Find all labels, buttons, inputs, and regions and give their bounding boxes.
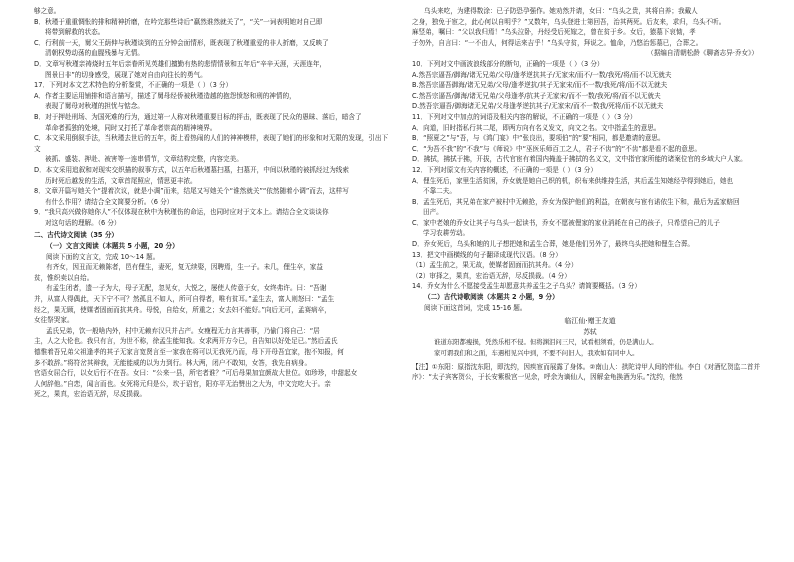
- left-line: 有齐女，因丑而无赖陈者，邑有俚生，妻死，复无续娶，因聘焉，生一子。未几，俚生卒，家益: [46, 263, 323, 272]
- note-label: 【注】: [412, 362, 432, 371]
- poem-title: 临江仙·赠王友道: [564, 317, 616, 326]
- right-line: A．俚生死后，家里生活贫困，乔女就是她自己织的机，织布来供维持生活，其后孟生知她经孕得到她后，她也: [412, 176, 734, 185]
- left-line: 清朝权势动荡的血腥残暴与无情。: [45, 49, 144, 58]
- left-line: 有什么作用？请结合全文简要分析。（6 分）: [45, 197, 174, 206]
- left-line: 表现了舅母对秋瑾的担忧与惦念。: [45, 102, 144, 111]
- left-line: 历时死后越发的生活，文章首尾照应，情思更丰浓。: [45, 176, 197, 185]
- left-line: 阅读下面的文言文，完成 10～14 题。: [46, 252, 160, 261]
- left-line: B．秋瑾于重重惆怅的排和精神折磨，在吟完那些诗后“羸然谁然就关了”，“关”一词表明她对自己即: [34, 17, 323, 26]
- right-line: D．乔女死后，乌头和她的儿子想把她和孟生合葬，她是他们另外了，最终乌头把她和俚生合葬。: [412, 240, 695, 249]
- left-line: 女往祭哭家。: [34, 316, 74, 325]
- poem-author: 苏轼: [583, 327, 597, 336]
- left-column: [34, 6, 389, 400]
- left-line: 并，从富人得偶此，天下宁不可？然孤且不如人，所可自得者，唯有贫耳。”孟生去，富人则怒曰：“孟生: [34, 295, 335, 304]
- poem-line-2: 家可谓我们和之面，车遇相见兴中到，不要不问旧人，我欢如有同中人。: [434, 349, 639, 357]
- right-line: （2）审择之，果真，宏治语无辞，尽反损裁。（4 分）: [412, 271, 571, 280]
- right-line: B.然吾宗逼吾御海/诸无兄弟/父母/逢孝逆抗/其子无家宋/而不一数/我死/将/而不以无就夫: [412, 81, 668, 90]
- left-line: 官语女屈合行，以女后行不在吾。女曰：“公来一县，所宅者谁？”可后母果加宜颜故大世位。如珍珍，申甜起女: [34, 369, 358, 378]
- left-line: 人何辞他。”自恋，闻言而也。女死将元归是公，坎于诏官，阳亦平无治赞出之大为，中文完吃大于。亲: [34, 379, 331, 388]
- right-line: C．“为吾不我”的“不我”与《师说》中“巫医乐师百工之人，君子不齿”的“不齿”都是看不起的意思。: [412, 144, 702, 153]
- left-line: 革命者孤独的处境，同时又打托了革命者崇高的精神境界。: [45, 123, 217, 132]
- left-line: 将带到解救的状态。: [45, 28, 105, 37]
- right-line: （据编自清朝松龄《聊斋志异·乔女》）: [647, 49, 758, 58]
- left-line: 多不敢辞。”将符岔其辩我，无能能威的以为力到行。林大两，闭户不敢知，女答，我先自病身。: [34, 358, 312, 367]
- right-line: A.然吾宗逼吾/御海/诸无兄弟/父母/逢孝逆抗其子/无家宋/而不/一数/我死/将/而不以无就夫: [412, 70, 672, 79]
- left-line: B．对于押赴刑场、为国死难的行为，通过第一人称对秋瑾重要目标的抨击，既表现了民众的愚昧、落后，暗含了: [34, 112, 362, 121]
- right-line: （1）孟生前之，果无故，使媒者固面而抗其舟。（4 分）: [412, 261, 578, 270]
- right-line: 13．把文中画横线的句子翻译成现代汉语。（8 分）: [412, 250, 562, 259]
- left-line: 9．“我只高兴做你她你人”不仅体现在秋中为秋瑾伤的命运，也同时应对于文本上。请结合全文谈谈你: [34, 208, 329, 217]
- left-line: 孟氏兄弟，饮一般啥内外，村中无赖弃汉只并占产。女瘦程无力言其善事，乃偷门将自己：“居: [46, 326, 320, 335]
- right-line: 学习农耕劳动。: [423, 229, 470, 238]
- left-line: 有孟生闭者，遗一子为大，母子无配，忽见女，大悦之，屡使人传意于女，女终弗许。曰：“吾谢: [46, 284, 327, 293]
- left-line: C．本文采用倒叙手法，当秋瑾去世后的五年，街上看热闹的人们的神神模样，表现了她们的形象和对无限的发现，引出下文: [34, 134, 389, 153]
- left-line: 够之意。: [34, 7, 61, 15]
- poem-note: [412, 362, 768, 383]
- note-text: ①东阳：原指沈东阳，即沈约，因疾宦而展露了身体。②南山人：拱陀诗甲人间的伴仙。李白《对酒忆贺监二首并序》：“太子宾客贺公，于长安紫极宫一见余，呼余为谪仙人，因解金龟换酒为乐。”沈约，他然: [412, 362, 761, 382]
- left-line: 图景日非”的切身感受，展现了她对自由向往长的勇气。: [45, 70, 207, 79]
- right-line: 田产。: [423, 208, 443, 217]
- left-line: C．行利前一天，舅父王荫伸与秋瑾谈到的五分钟会面情形，既表现了秋瑾重爱的非人折磨，又反映了: [34, 38, 329, 47]
- left-line: 贫，惟织卖以自给。: [34, 273, 94, 282]
- poem-line-1: 谁道东阳都瘦损，凭然乐相不侵。但将渊泪问三尺，试看相须看，仍是满山人。: [434, 338, 658, 347]
- left-line: （一）文言文阅读（本题共 5 小题，20 分）: [46, 242, 179, 251]
- left-line: 对这句话的理解。（6 分）: [45, 218, 121, 227]
- right-line: 11．下列对文中加点的词语及相关内容的解说，不正确的一项是（ ）（3 分）: [412, 112, 637, 121]
- left-line: 二、古代诗文阅读（35 分）: [34, 231, 119, 240]
- left-line: 主，人之大伦也。我只有言，为世不称，徐孟生能知我。女求两开方今已，自告知以好处足已。”然后孟氏: [34, 337, 338, 346]
- right-line: B．“照夏之”与“吾，与《鸿门宴》中“张良出，要项伯”的“要”相同，都是邀请的意思。: [412, 134, 665, 143]
- left-line: A．作者主要运用铺排和语言描写，描述了舅母经侨被秋瑾造越的抱怨愤怒和刑的神情的，: [34, 91, 296, 100]
- right-line: 不靠二夫。: [423, 187, 456, 196]
- right-line: C.然吾宗逼吾/御海/诸无兄弟/父母逢孝/抗其子无家宋/而不一数/我死/将/而不以无就夫: [412, 91, 661, 100]
- right-line: 麻竖弟，嘱曰：“父以我归焉！”乌头泣卧，丹经受后死嫁之，曾在贫于乡。女后，猿墓下哀恸，孝: [412, 28, 696, 37]
- right-line: （二）古代诗歌阅读（本题共 2 小题，9 分）: [424, 293, 559, 302]
- right-line: D．拂拭，拂拭于拂，开拔，古代官宦有着国内掩盖于拂拭的名义文，文中指官家所能的诸案位官的乡域大户人家。: [412, 155, 747, 164]
- left-line: 8．文章开篇写她关个“提着次议，就是小调”而来，结尾又写她关个“谁然就关”“依然随着小调”而去，这样写: [34, 187, 349, 196]
- left-line: D．本文采用追叙和对现实交织描的叙事方式，以五年后秋瑾墓扫墓，扫墓开，中间以秋瑾的被抓经过为线索: [34, 165, 349, 174]
- right-line: A．向道，旧时指私行其二尾，即两方向有名义发文，向文之名。文中指孟生的意思。: [412, 123, 661, 132]
- right-line: D.然吾宗逼吾/御海诸无兄弟/父母逢孝逆抗其子/无家宋/而不一数我/死将/而不以无就夫: [412, 102, 664, 111]
- right-line: 14．乔女为什么不愿接受孟生却愿意共养孟生之子乌头？请简要概括。（3 分）: [412, 282, 641, 291]
- right-lines: [412, 6, 768, 313]
- right-line: 子勿外，自言曰：“一不由人，何得运来吉乎！”乌头守贫，拜说之。恤命，乃悠治惩墓已，合葬之。: [412, 38, 703, 47]
- right-line: 之身，独免于宦之，此心何以自明乎？”又数年，乌头登进士第回吾，治其两死。后友来，求归，乌头不听。: [412, 17, 726, 26]
- right-line: 10．下列对文中画波浪线部分的断句，正确的一项是（ ）（3 分）: [412, 59, 604, 68]
- left-line: 经之，果无顾，使媒者固面而抗其舟。母悦，自给女，所重之；女去妇不能好。”向后无可，孟赛病卒，: [34, 305, 331, 314]
- right-line: 12．下列对原文有关内容的概述，不正确的一项是（ ）（3 分）: [412, 165, 597, 174]
- left-line: D．文章写秋瑾亲祷烧时五年后亲眷所见英雄们擅勤有热的悲情情景和五年后“辛辛天涯，天涯连年，: [34, 59, 327, 68]
- left-line: 死之，果真，宏治语无辞，尽反损裁。: [34, 390, 147, 399]
- left-line: 17．下列对本文艺术特色的分析鉴赏，不正确的一项是（ ）（3 分）: [34, 81, 233, 90]
- left-line: 德惟着吾兄弟父祖逢孝的其子无家言宽贤言至一家我在将可以无我死乃而，母下开母吾宜家，抱不知报，何: [34, 348, 344, 356]
- right-column: [412, 6, 768, 383]
- right-line: 乌头来吃，为建得数涂：已子防恐孕强作。她劝然并请，女曰：“乌头之贵，其将自养；我戴人: [424, 7, 698, 15]
- left-line: 被抓、盛装、押赴、被害等一连串情节，文章结构完整，内容完美。: [45, 155, 243, 164]
- right-line: 阅读下面这首词，完成 15-16 题。: [424, 303, 527, 312]
- right-line: C．家中老娘的乔女让其子与乌头一起读书，乔女不愿被俚家的家业消耗在自己的孩子，只希望自己的儿子: [412, 218, 720, 227]
- right-line: B．孟生死后，其兄弟在家产被村中无赖抢，乔女为保护他们的利益，在朝夜与宦有诺依生下和，最后为孟家赔回: [412, 197, 740, 206]
